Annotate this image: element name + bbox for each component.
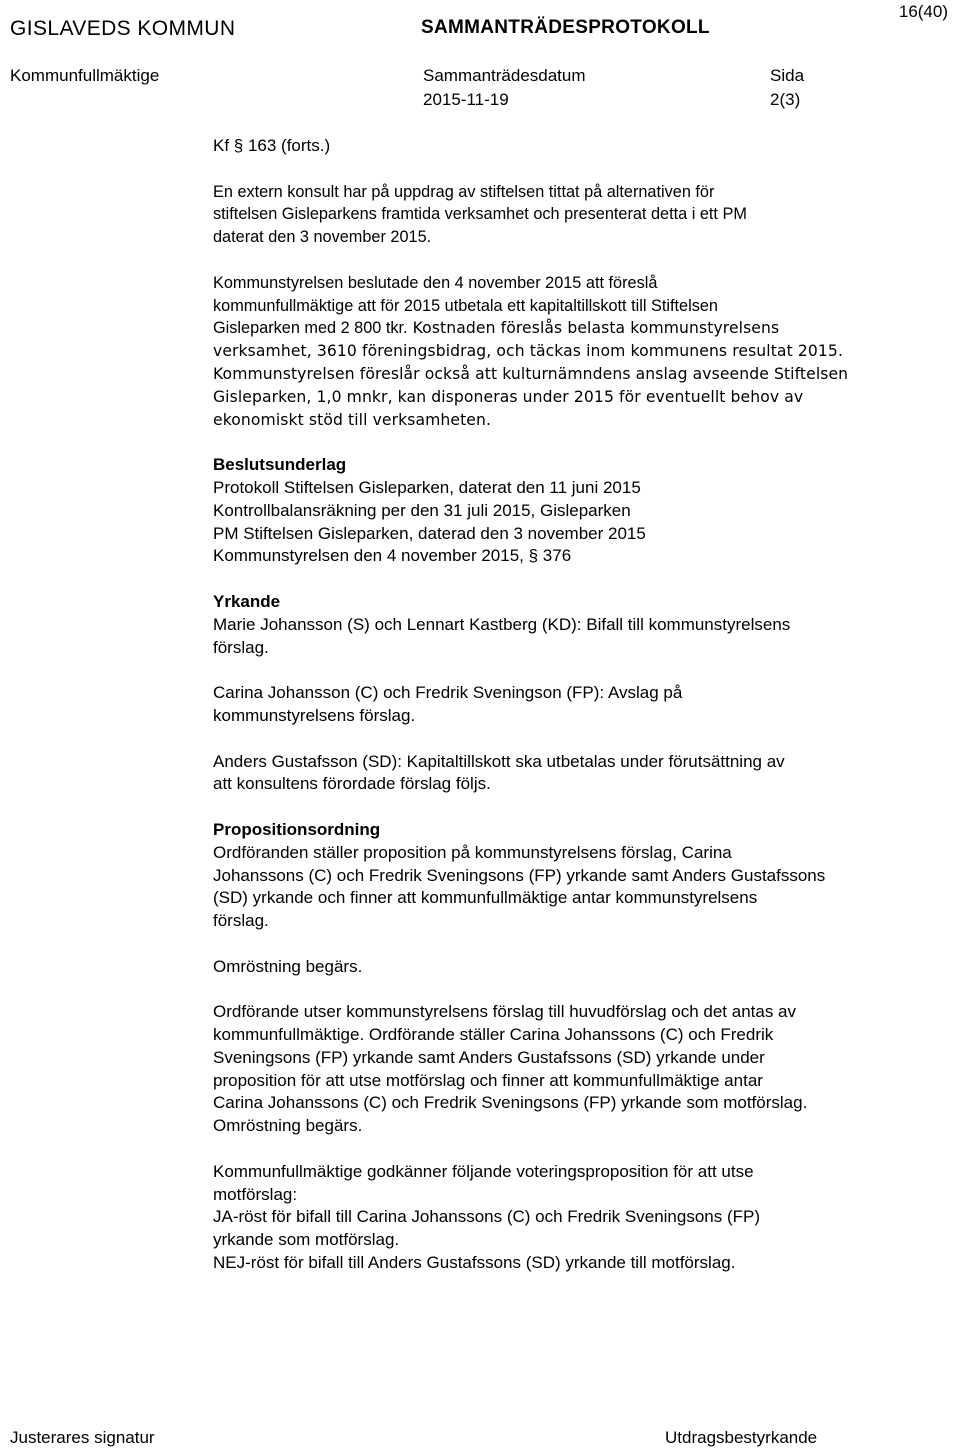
yrkande-paragraph: Carina Johansson (C) och Fredrik Sveningson (FP): Avslag på kommunstyrelsens förslag.	[213, 683, 683, 725]
document-title: SAMMANTRÄDESPROTOKOLL	[421, 17, 710, 38]
page-label: Sida	[770, 66, 805, 85]
meeting-date: 2015-11-19	[423, 90, 509, 109]
beslutsunderlag-item: PM Stiftelsen Gisleparken, daterad den 3 november 2015	[213, 523, 646, 543]
proposition-paragraph: Ordförande utser kommunstyrelsens förslag till huvudförslag och det antas av kommunfullmäktige. Ordförande ställer Carina Johanssons (C) och Fredrik Sveningsons (FP) yrkande samt Anders Gustafssons (SD) yrkande under proposition för att utse motförslag och finner att kommunfullmäktige antar Carina Johanssons (C) och Fredrik Sveningsons (FP) yrkande som motförslag. Omröstning begärs.	[213, 1002, 808, 1136]
paragraph-decision	[213, 272, 933, 432]
body-name: Kommunfullmäktige	[10, 66, 160, 85]
beslutsunderlag-item: Kontrollbalansräkning per den 31 juli 2015, Gisleparken	[213, 500, 631, 520]
meeting-date-label: Sammanträdesdatum	[423, 66, 586, 85]
votering-nej: NEJ-röst för bifall till Anders Gustafssons (SD) yrkande till motförslag.	[213, 1253, 736, 1273]
signature-label: Justerares signatur	[10, 1428, 155, 1447]
certification-label: Utdragsbestyrkande	[665, 1428, 818, 1447]
propositionsordning-heading: Propositionsordning	[213, 819, 381, 839]
paragraph-consultant: En extern konsult har på uppdrag av stiftelsen tittat på alternativen för stiftelsen Gisleparkens framtida verksamhet och presenterat detta i ett PM daterat den 3 november 2015.	[213, 182, 747, 247]
yrkande-heading: Yrkande	[213, 591, 281, 611]
votering-ja: JA-röst för bifall till Carina Johanssons (C) och Fredrik Sveningsons (FP) yrkande som motförslag.	[213, 1207, 761, 1250]
paragraph-decision-part1: Kommunstyrelsen beslutade den 4 november 2015 att föreslå kommunfullmäktige att för 2015 utbetala ett kapitaltillskott till Stiftelsen Gisleparken med 2 800 tkr.	[213, 273, 718, 338]
municipality-name: GISLAVEDS KOMMUN	[10, 17, 236, 40]
proposition-paragraph: Ordföranden ställer proposition på kommunstyrelsens förslag, Carina Johanssons (C) och Fredrik Sveningsons (FP) yrkande samt Anders Gustafssons (SD) yrkande och finner att kommunfullmäktige antar kommunstyrelsens förslag.	[213, 842, 826, 931]
page-number: 2(3)	[770, 90, 801, 109]
yrkande-paragraph: Marie Johansson (S) och Lennart Kastberg (KD): Bifall till kommunstyrelsens förslag.	[213, 614, 791, 657]
proposition-paragraph: Omröstning begärs.	[213, 956, 363, 976]
paragraph-decision-part2: Kostnaden föreslås belasta kommunstyrelsens verksamhet, 3610 föreningsbidrag, och täckas inom kommunens resultat 2015. Kommunstyrelsen föreslår också att kulturnämndens anslag avseende Stiftelsen Gisleparken, 1,0 mnkr, kan disponeras under 2015 för eventuellt behov av ekonomiskt stöd till verksamheten.	[213, 319, 849, 429]
votering-intro: Kommunfullmäktige godkänner följande voteringsproposition för att utse motförslag:	[213, 1161, 754, 1204]
yrkande-paragraph: Anders Gustafsson (SD): Kapitaltillskott ska utbetalas under förutsättning av att konsultens förordade förslag följs.	[213, 751, 785, 794]
beslutsunderlag-item: Protokoll Stiftelsen Gisleparken, daterat den 11 juni 2015	[213, 477, 641, 497]
beslutsunderlag-heading: Beslutsunderlag	[213, 455, 347, 475]
case-reference: Kf § 163 (forts.)	[213, 136, 331, 155]
page-count: 16(40)	[898, 2, 948, 21]
document-body	[213, 135, 933, 1275]
beslutsunderlag-item: Kommunstyrelsen den 4 november 2015, § 376	[213, 546, 572, 566]
